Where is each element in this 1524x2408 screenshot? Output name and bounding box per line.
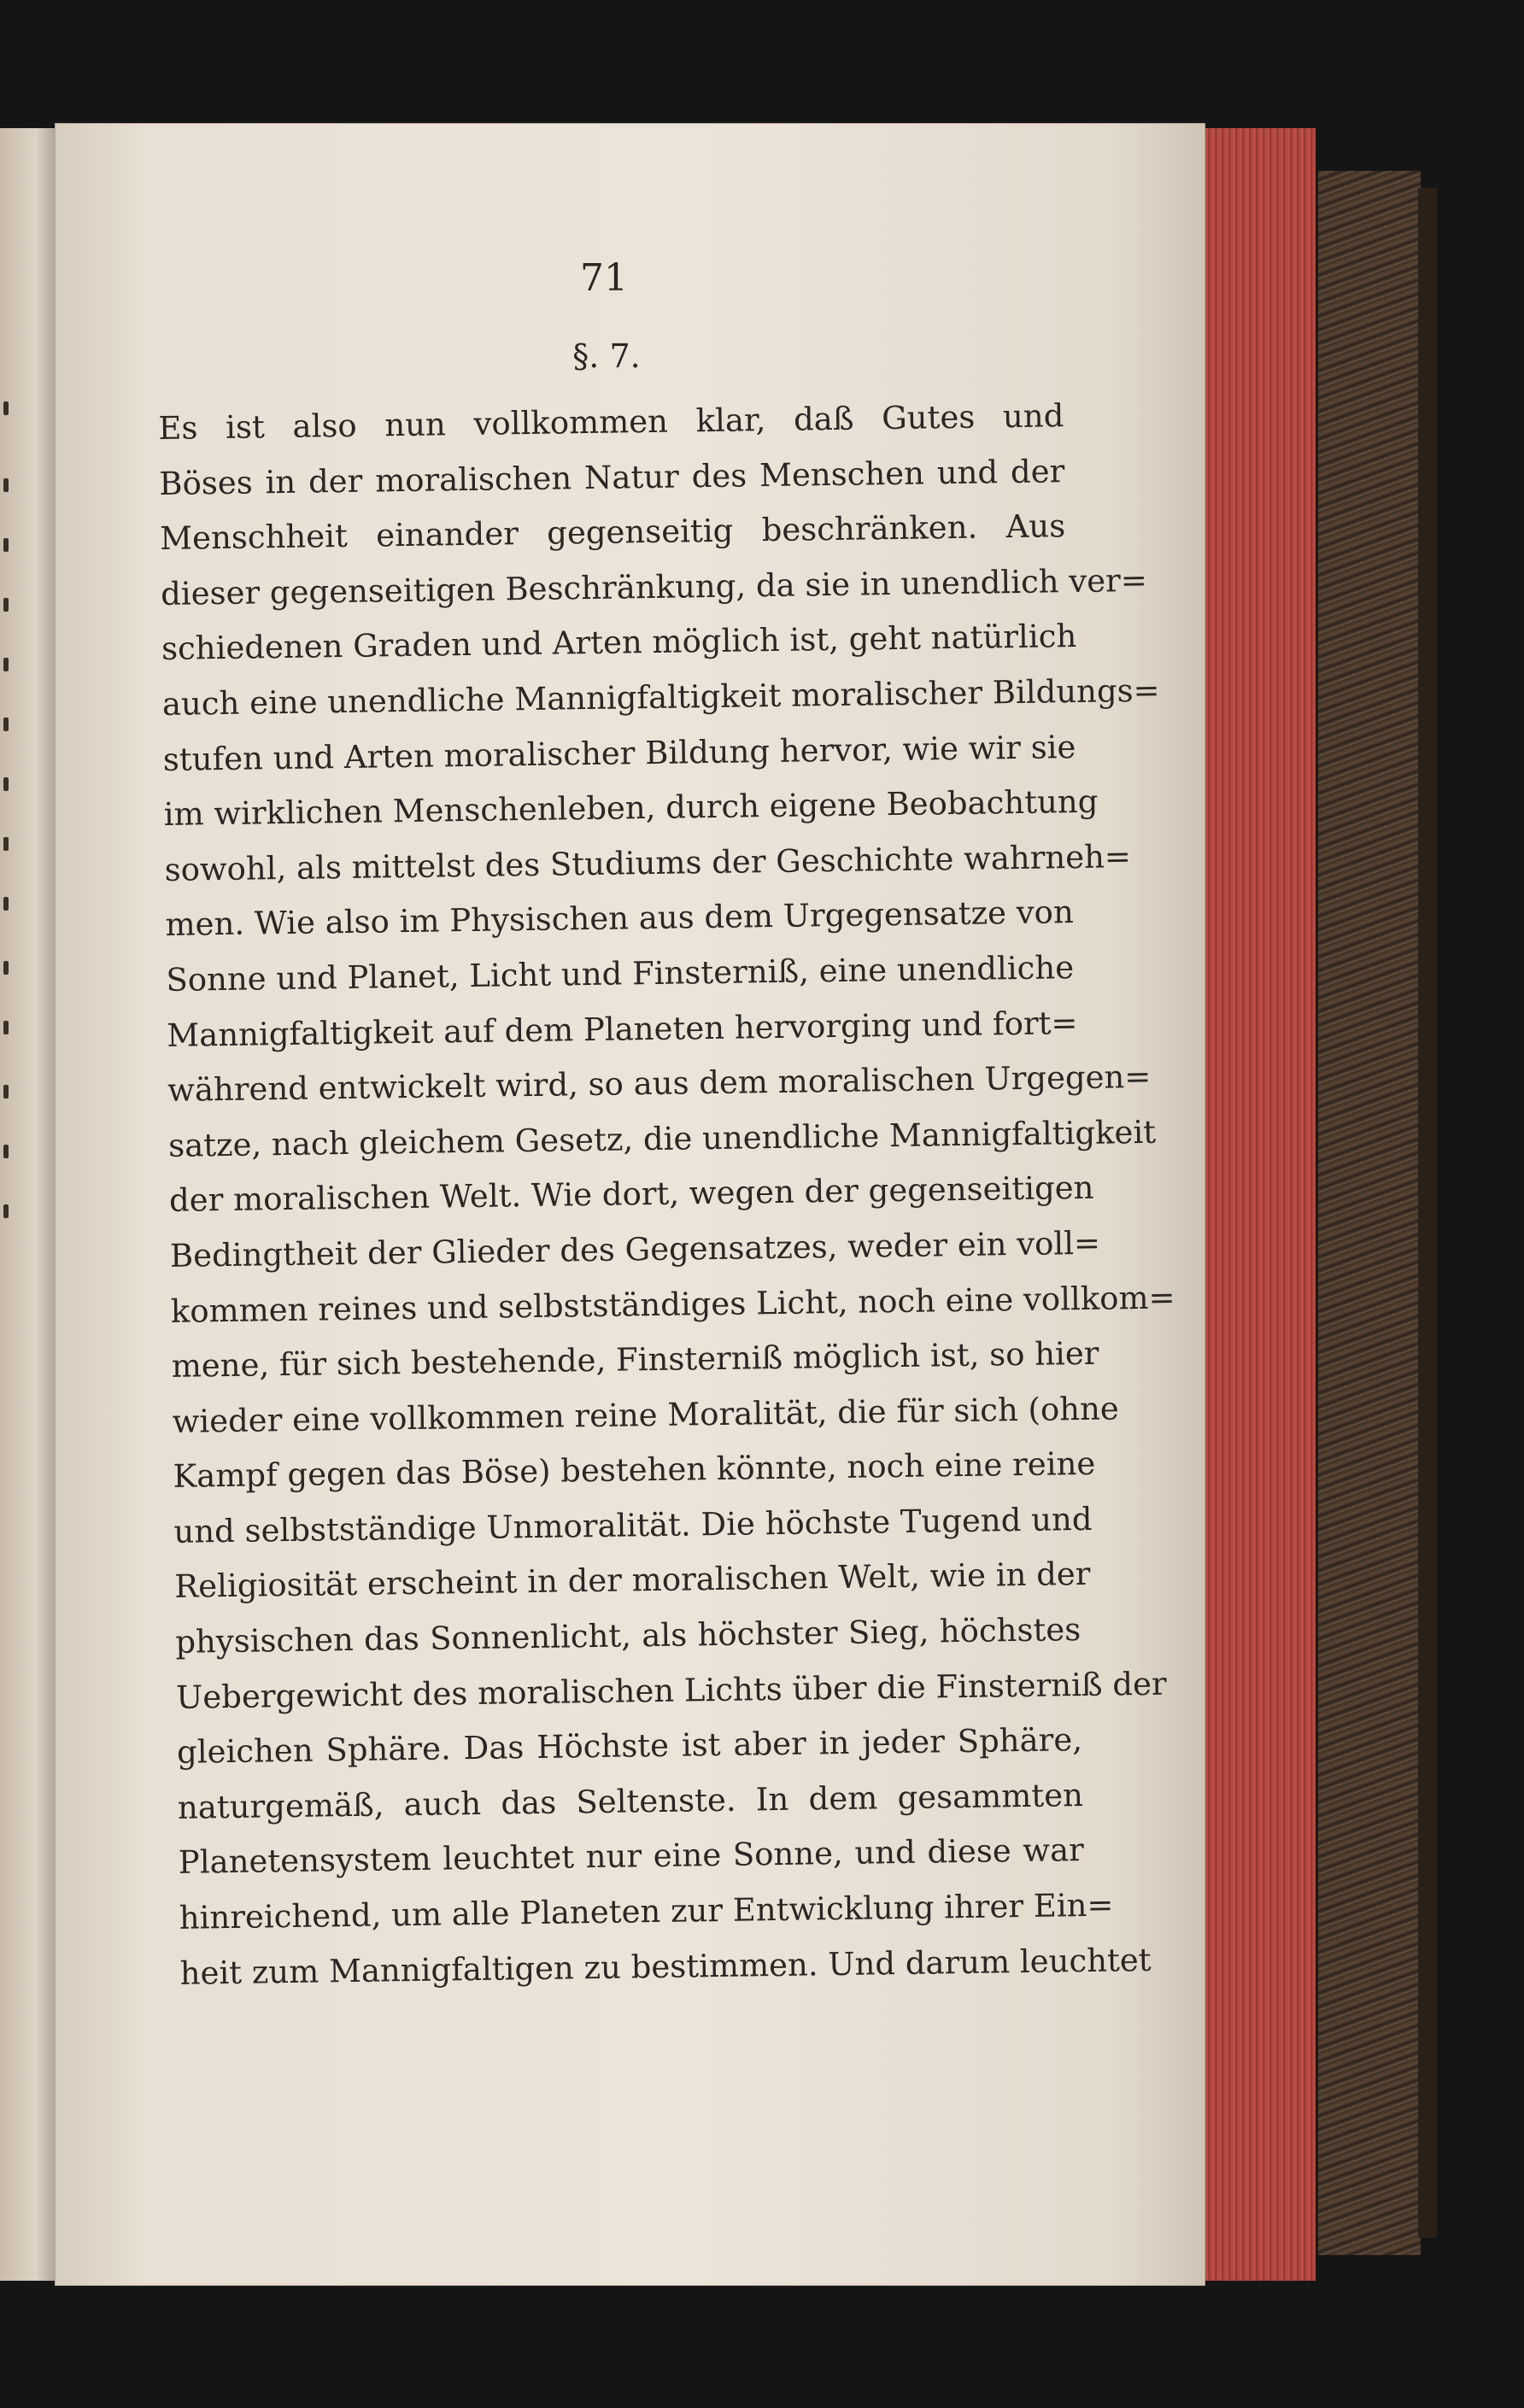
cover-edge bbox=[1418, 188, 1437, 2238]
text-line: Es ist also nun vollkommen klar, daß Gutes und bbox=[158, 397, 1064, 447]
text-line: Menschheit einander gegenseitig beschränken. Aus bbox=[159, 507, 1066, 558]
text-line: kommen reines und selbstständiges Licht, noch eine vollkom= bbox=[170, 1278, 1175, 1330]
text-line: Böses in der moralischen Natur des Menschen und der bbox=[159, 452, 1065, 502]
body-text bbox=[158, 389, 1175, 2001]
text-line: heit zum Mannigfaltigen zu bestimmen. Und darum leuchtet bbox=[179, 1941, 1152, 1992]
text-line: men. Wie also im Physischen aus dem Urgegensatze von bbox=[165, 893, 1075, 944]
left-page-edge bbox=[0, 128, 60, 2281]
red-page-edges bbox=[1205, 128, 1316, 2281]
text-line: wieder eine vollkommen reine Moralität, die für sich (ohne bbox=[172, 1390, 1120, 1440]
text-line: physischen das Sonnenlicht, als höchster Sieg, höchstes bbox=[174, 1611, 1081, 1661]
text-line: Sonne und Planet, Licht und Finsterniß, eine unendliche bbox=[166, 949, 1075, 999]
section-heading: §. 7. bbox=[572, 337, 641, 375]
left-page-show-through bbox=[0, 128, 14, 2281]
text-line: schiedenen Graden und Arten möglich ist, geht natürlich bbox=[161, 618, 1077, 668]
text-line: Religiosität erscheint in der moralischen Welt, wie in der bbox=[174, 1556, 1091, 1606]
text-line: sowohl, als mittelst des Studiums der Geschichte wahrneh= bbox=[164, 837, 1132, 888]
text-line: stufen und Arten moralischer Bildung hervor, wie wir sie bbox=[162, 728, 1076, 778]
text-line: Bedingtheit der Glieder des Gegensatzes, weder ein voll= bbox=[169, 1224, 1101, 1274]
text-line: dieser gegenseitigen Beschränkung, da sie in unendlich ver= bbox=[160, 561, 1148, 612]
text-line: gleichen Sphäre. Das Höchste ist aber in jeder Sphäre, bbox=[176, 1721, 1083, 1772]
text-line: satze, nach gleichem Gesetz, die unendliche Mannigfaltigkeit bbox=[167, 1113, 1157, 1164]
text-line: und selbstständige Unmoralität. Die höchste Tugend und bbox=[173, 1500, 1093, 1550]
text-line: auch eine unendliche Mannigfaltigkeit moralischer Bildungs= bbox=[161, 671, 1160, 723]
text-line: mene, für sich bestehende, Finsterniß möglich ist, so hier bbox=[171, 1334, 1099, 1385]
text-line: naturgemäß, auch das Seltenste. In dem gesammten bbox=[177, 1776, 1084, 1826]
text-line: Kampf gegen das Böse) bestehen könnte, noch eine reine bbox=[173, 1445, 1096, 1496]
text-line: hinreichend, um alle Planeten zur Entwicklung ihrer Ein= bbox=[179, 1886, 1114, 1936]
book-cover bbox=[1316, 171, 1421, 2255]
text-line: Uebergewicht des moralischen Lichts über die Finsterniß der bbox=[175, 1665, 1167, 1716]
page-number: 71 bbox=[580, 256, 628, 300]
text-line: im wirklichen Menschenleben, durch eigene Beobachtung bbox=[163, 782, 1099, 834]
text-line: Planetensystem leuchtet nur eine Sonne, und diese war bbox=[178, 1831, 1085, 1882]
text-line: der moralischen Welt. Wie dort, wegen der gegenseitigen bbox=[168, 1169, 1094, 1220]
text-line: Mannigfaltigkeit auf dem Planeten hervorging und fort= bbox=[167, 1004, 1078, 1054]
text-line: während entwickelt wird, so aus dem moralischen Urgegen= bbox=[167, 1058, 1152, 1110]
